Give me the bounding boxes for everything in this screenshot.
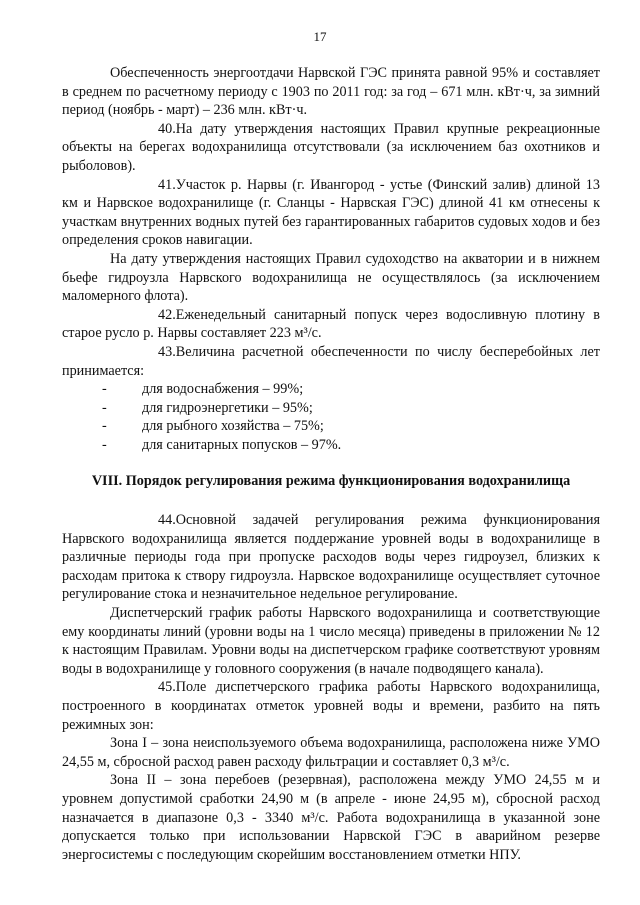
paragraph-number: 42. (158, 306, 176, 323)
paragraph-zone-2: Зона II – зона перебоев (резервная), расположена между УМО 24,55 м и уровнем допустимой сработки 24,90 м (в апреле - июне 24,95 м), сбросной расход назначается в диапазоне 0,3 - 3340 м³/с. Работа водохранилища в указанной зоне допускается только при использовании Нарвской ГЭС в аварийном резерве энергосистемы с последующим скорейшим восстановлением отметки НПУ. (62, 772, 600, 863)
paragraph-44: 44.Основной задачей регулирования режима функционирования Нарвского водохранилища является поддержание уровней воды в водохранилище в различные периоды года при пропуске расходов воды через гидроузел, близких к расходам притока к створу гидроузла. Нарвское водохранилище осуществляет суточное регулирование стока и незначительное недельное регулирование. (62, 512, 600, 603)
page-number: 17 (313, 29, 327, 44)
list-dash: - (102, 381, 107, 398)
paragraph-41: 41.Участок р. Нарвы (г. Ивангород - устье (Финский залив) длиной 13 км и Нарвское водохранилище (г. Сланцы - Нарвская ГЭС) длиной 41 км отнесены к участкам внутренних водных путей без гарантированных габаритов судовых ходов и без определения сроков навигации. (62, 176, 600, 249)
list-dash: - (102, 418, 107, 435)
paragraph-navigation: На дату утверждения настоящих Правил судоходство на акватории и в нижнем бьефе гидроузла Нарвского водохранилища не осуществлялось (за исключением маломерного флота). (62, 250, 600, 305)
list-item: - для рыбного хозяйства – 75%; (102, 418, 324, 435)
paragraph-45: 45.Поле диспетчерского графика работы Нарвского водохранилища, построенного в координатах отметок уровней воды и времени, разбито на пять режимных зон: (62, 679, 600, 733)
document-body (62, 64, 600, 864)
paragraph-number: 44. (158, 512, 176, 529)
paragraph-number: 45. (158, 679, 176, 696)
paragraph-energy-supply: Обеспеченность энергоотдачи Нарвской ГЭС принята равной 95% и составляет в среднем по расчетному периоду с 1903 по 2011 год: за год – 671 млн. кВт·ч, за зимний период (ноябрь - март) – 236 млн. кВт·ч. (62, 65, 600, 119)
list-dash: - (102, 436, 107, 453)
paragraph-dispatch-schedule: Диспетчерский график работы Нарвского водохранилища и соответствующие ему координаты линий (уровни воды на 1 число месяца) приведены в приложении № 12 к настоящим Правилам. Уровни воды на диспетчерском графике соответствуют уровням воды в водохранилище у головного сооружения (в начале подводящего канала). (62, 605, 600, 677)
list-item: - для водоснабжения – 99%; (102, 381, 304, 398)
paragraph-43: 43.Величина расчетной обеспеченности по числу бесперебойных лет принимается: (62, 343, 600, 379)
paragraph-number: 40. (158, 120, 176, 137)
paragraph-42: 42.Еженедельный санитарный попуск через водосливную плотину в старое русло р. Нарвы составляет 223 м³/с. (62, 306, 600, 342)
section-heading: VIII. Порядок регулирования режима функционирования водохранилища (91, 473, 571, 490)
list-dash: - (102, 399, 107, 416)
paragraph-40: 40.На дату утверждения настоящих Правил крупные рекреационные объекты на берегах водохранилища отсутствовали (за исключением баз охотников и рыболовов). (62, 120, 600, 174)
paragraph-number: 43. (158, 343, 176, 360)
list-item: - для санитарных попусков – 97%. (102, 436, 342, 453)
reliability-list (62, 380, 600, 454)
paragraph-zone-1: Зона I – зона неиспользуемого объема водохранилища, расположена ниже УМО 24,55 м, сбросной расход равен расходу фильтрации и составляет 0,3 м³/с. (62, 735, 600, 770)
paragraph-number: 41. (158, 176, 176, 193)
list-item: - для гидроэнергетики – 95%; (102, 399, 313, 416)
